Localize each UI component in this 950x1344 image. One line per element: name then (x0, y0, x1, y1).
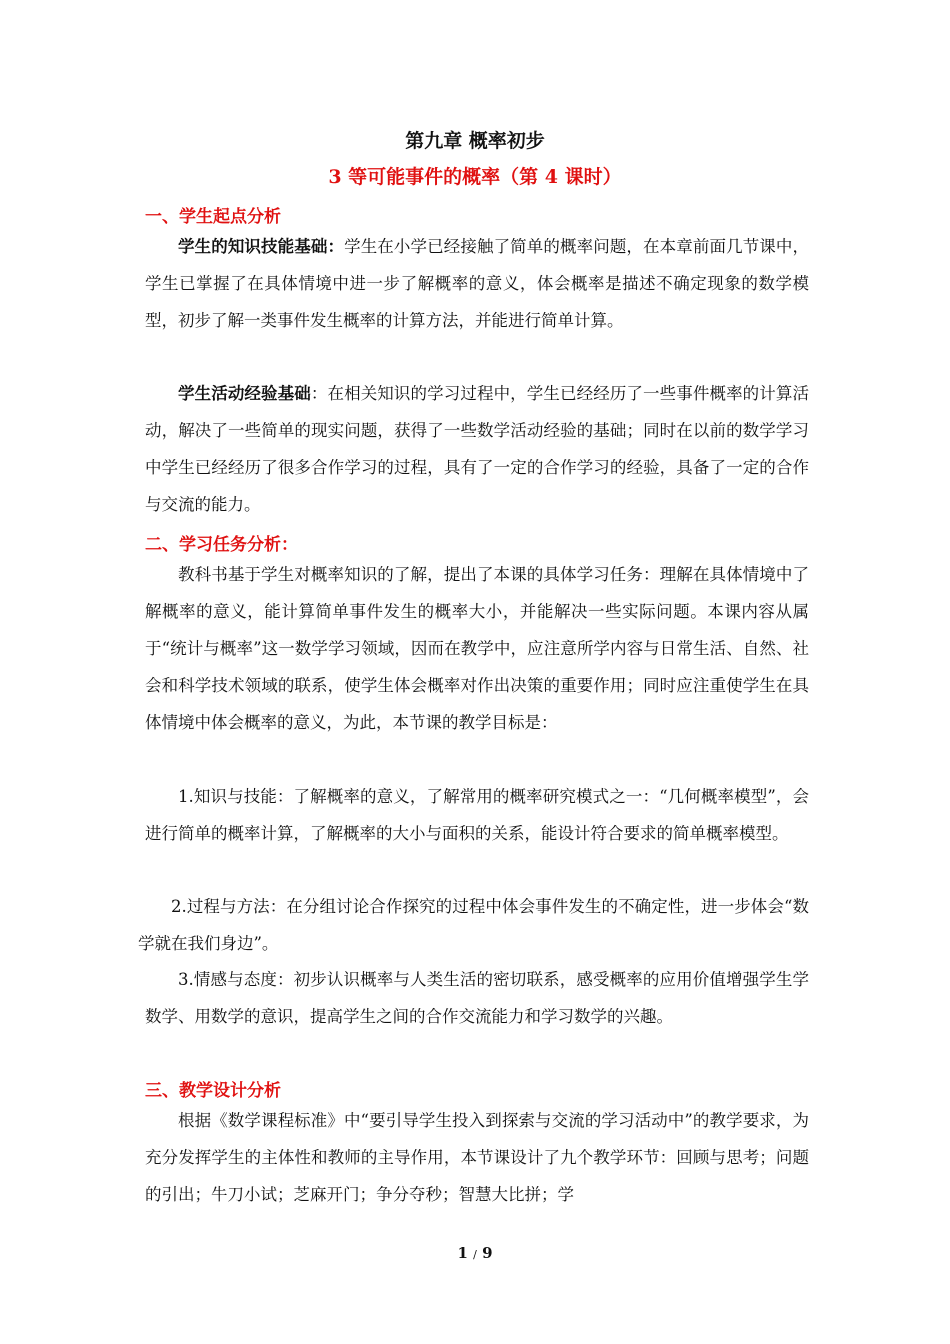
goal-knowledge-skills: 1.知识与技能：了解概率的意义，了解常用的概率研究模式之一：“几何概率模型”，会进行简单的概率计算，了解概率的大小与面积的关系，能设计符合要求的简单概率模型。 (145, 787, 809, 843)
paragraph-label: 学生的知识技能基础： (178, 237, 345, 256)
chapter-title: 第九章 概率初步 (405, 130, 545, 152)
page-number (0, 1244, 950, 1262)
paragraph-knowledge-basis (145, 228, 809, 339)
goal-emotion-attitude: 3.情感与态度：初步认识概率与人类生活的密切联系，感受概率的应用价值增强学生学数学、用数学的意识，提高学生之间的合作交流能力和学习数学的兴趣。 (145, 970, 809, 1026)
page-current: 1 (457, 1244, 468, 1262)
lesson-title: 3 等可能事件的概率（第 4 课时） (328, 166, 622, 188)
section-heading-1: 一、学生起点分析 (145, 207, 281, 227)
page-separator: / (473, 1248, 477, 1261)
paragraph-task-analysis: 教科书基于学生对概率知识的了解，提出了本课的具体学习任务：理解在具体情境中了解概率的意义，能计算简单事件发生的概率大小，并能解决一些实际问题。本课内容从属于“统计与概率”这一数学学习领域，因而在教学中，应注意所学内容与日常生活、自然、社会和科学技术领域的联系，使学生体会概率对作出决策的重要作用；同时应注重使学生在具体情境中体会概率的意义，为此，本节课的教学目标是： (145, 565, 809, 732)
paragraph-text: ：在相关知识的学习过程中，学生已经经历了一些事件概率的计算活动，解决了一些简单的现实问题，获得了一些数学活动经验的基础；同时在以前的数学学习中学生已经经历了很多合作学习的过程，具有了一定的合作学习的经验，具备了一定的合作与交流的能力。 (145, 384, 810, 514)
paragraph-label: 学生活动经验基础 (178, 384, 311, 403)
page-total: 9 (482, 1244, 493, 1262)
section-heading-2: 二、学习任务分析： (145, 535, 298, 555)
paragraph-experience-basis (145, 375, 809, 523)
paragraph-text: 学生在小学已经接触了简单的概率问题，在本章前面几节课中，学生已掌握了在具体情境中进一步了解概率的意义，体会概率是描述不确定现象的数学模型，初步了解一类事件发生概率的计算方法，并能进行简单计算。 (145, 237, 810, 330)
paragraph-design-analysis: 根据《数学课程标准》中“要引导学生投入到探索与交流的学习活动中”的教学要求，为充分发挥学生的主体性和教师的主导作用，本节课设计了九个教学环节：回顾与思考；问题的引出；牛刀小试；芝麻开门；争分夺秒；智慧大比拼；学 (145, 1111, 809, 1204)
goal-process-method: 2.过程与方法：在分组讨论合作探究的过程中体会事件发生的不确定性，进一步体会“数学就在我们身边”。 (138, 897, 809, 953)
section-heading-3: 三、教学设计分析 (145, 1081, 281, 1101)
